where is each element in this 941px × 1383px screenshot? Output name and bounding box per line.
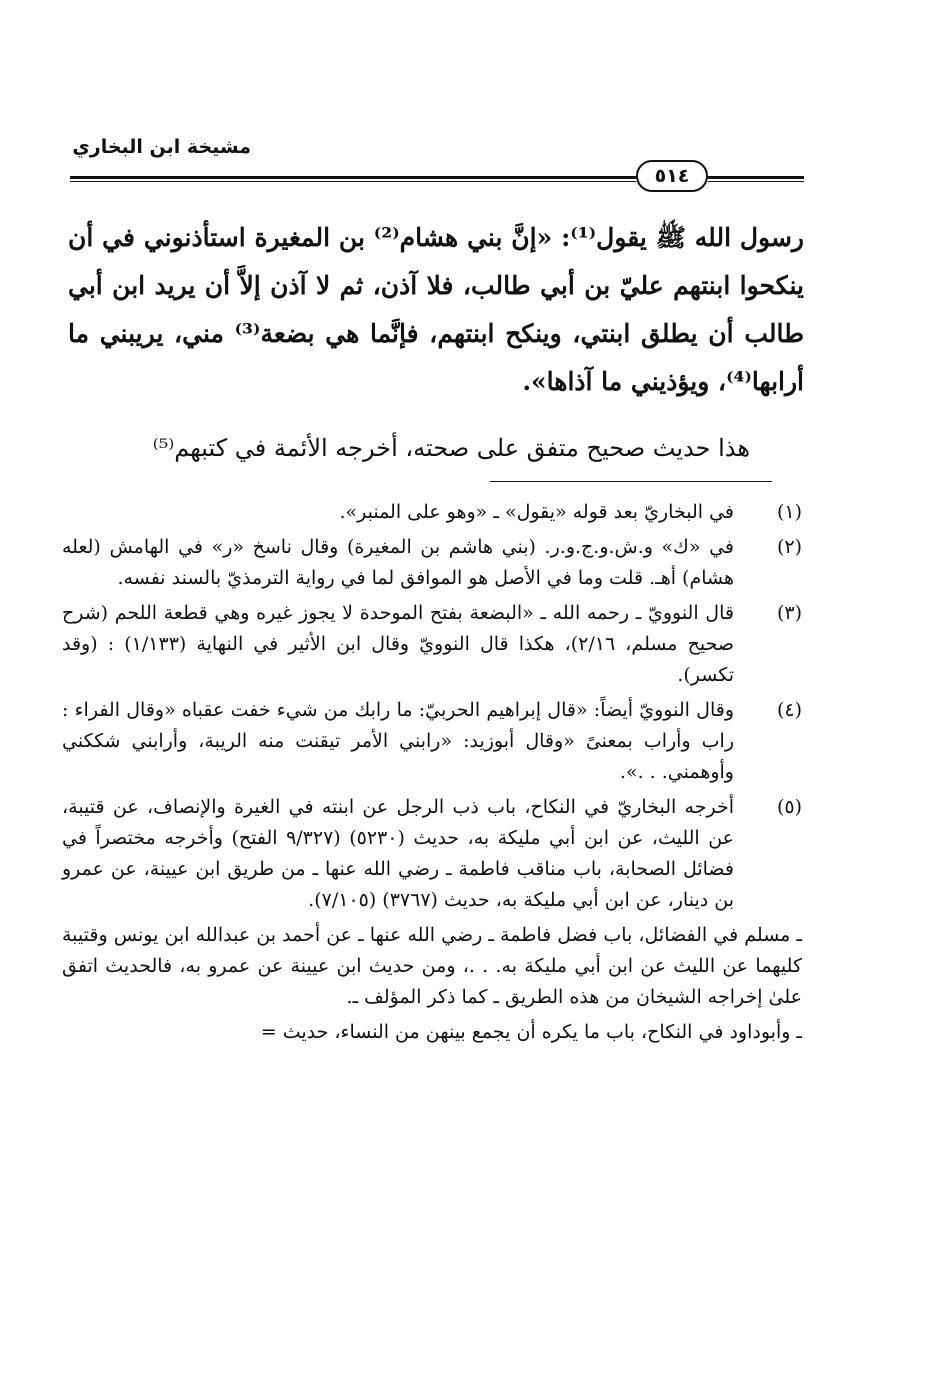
header-rule-left [70, 176, 636, 179]
footnote-text: وقال النوويّ أيضاً: «قال إبراهيم الحربيّ: ما رابك من شيء خفت عقباه «وقال الفراء : راب وأراب بمعنىً «وقال أبوزيد: «رابني الأمر تيقنت منه الريبة، وأرابني شككني وأوهمني. . .». [62, 699, 734, 783]
footnote [62, 497, 802, 528]
footnotes [62, 497, 802, 1052]
footnote-text: أخرجه البخاريّ في النكاح، باب ذب الرجل عن ابنته في الغيرة والإنصاف، عن قتيبة، عن الليث، عن ابن أبي مليكة به، حديث (٥٢٣٠) (٩/٣٢٧ الفتح) وأخرجه مختصراً في فضائل الصحابة، باب مناقب فاطمة ـ رضي الله عنها ـ من طريق ابن عيينة، عن عمرو بن دينار، عن ابن أبي مليكة به، حديث (٣٧٦٧) (٧/١٠٥). [62, 796, 734, 911]
footnote [62, 598, 802, 691]
footnote-number: (١) [776, 501, 802, 523]
footnote [62, 532, 802, 594]
footnote-number: (٥) [776, 796, 802, 818]
page-number: ٥١٤ [636, 160, 708, 192]
header-rule-right [708, 176, 804, 179]
footnote-text: في البخاريّ بعد قوله «يقول» ـ «وهو على المنبر». [339, 501, 734, 523]
footnote-number: (٣) [776, 602, 802, 624]
footnote-text: في «ك» و.ش.و.ج.و.ر. (بني هاشم بن المغيرة) وقال ناسخ «ر» في الهامش (لعله هشام) أهـ. قلت وما في الأصل هو الموافق لما في رواية الترمذيّ بالسند نفسه. [62, 536, 734, 589]
footnote [62, 792, 802, 916]
footnote-text: قال النوويّ ـ رحمه الله ـ «البضعة بفتح الموحدة لا يجوز غيره وهي قطعة اللحم (شرح صحيح مسلم، ٢/١٦)، هكذا قال النوويّ وقال ابن الأثير في النهاية (١/١٣٣) : (وقد تكسر). [62, 602, 734, 686]
footnote-continuation: ـ وأبوداود في النكاح، باب ما يكره أن يجمع بينهن من النساء، حديث = [260, 1021, 802, 1043]
footnote-number: (٤) [776, 699, 802, 721]
hadith-text: رسول الله ﷺ يقول⁽¹⁾: «إنَّ بني هشام⁽²⁾ بن المغيرة استأذنوني في أن ينكحوا ابنتهم عليّ بن أبي طالب، فلا آذن، ثم لا آذن إلاَّ أن يريد ابن أبي طالب أن يطلق ابنتي، وينكح ابنتهم، فإنَّما هي بضعة⁽³⁾ مني، يريبني ما أرابها⁽⁴⁾، ويؤذيني ما آذاها». [68, 223, 804, 396]
running-header-title: مشيخة ابن البخاري [72, 136, 251, 158]
footnote-separator [490, 481, 772, 482]
footnote-continuation: ـ مسلم في الفضائل، باب فضل فاطمة ـ رضي الله عنها ـ عن أحمد بن عبدالله ابن يونس وقتيبة كليهما عن الليث عن ابن أبي مليكة به. . .، ومن حديث ابن عيينة عن عمرو به، فالحديث اتفق علىٰ إخراجه الشيخان من هذه الطريق ـ كما ذكر المؤلف ـ. [62, 924, 802, 1008]
main-text-block [68, 214, 804, 406]
footnote-number: (٢) [776, 536, 802, 558]
header-rule-left-thin [70, 181, 636, 182]
summary-line: هذا حديث صحيح متفق على صحته، أخرجه الأئمة في كتبهم⁽⁵⁾ [152, 434, 750, 462]
footnote [62, 695, 802, 788]
header-rule-right-thin [708, 181, 804, 182]
